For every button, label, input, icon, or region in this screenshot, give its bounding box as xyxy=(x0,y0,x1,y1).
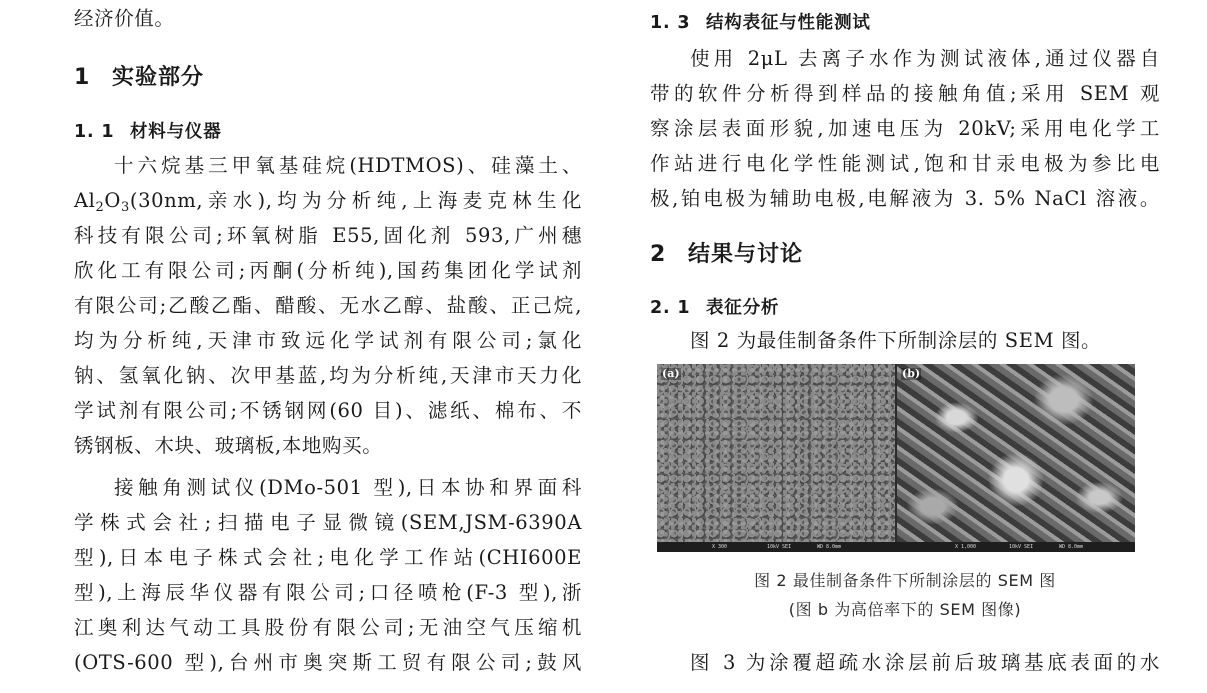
paragraph-line: 有限公司;乙酸乙酯、醋酸、无水乙醇、盐酸、正己烷, xyxy=(74,294,582,317)
section-number: 1. 1 xyxy=(74,122,115,142)
figure-caption: 图 2 最佳制备条件下所制涂层的 SEM 图 xyxy=(754,571,1056,590)
section-title: 材料与仪器 xyxy=(130,122,222,142)
section-number: 1 xyxy=(74,65,91,90)
section-heading-2 xyxy=(650,240,803,270)
section-heading-1 xyxy=(74,63,204,93)
paragraph-line: 察涂层表面形貌,加速电压为 20kV;采用电化学工 xyxy=(650,117,1160,140)
panel-label-a: (a) xyxy=(662,367,680,380)
paragraph-line: 作站进行电化学性能测试,饱和甘汞电极为参比电 xyxy=(650,152,1160,175)
paragraph-line: 使用 2μL 去离子水作为测试液体,通过仪器自 xyxy=(690,47,1160,70)
paragraph-line: 十六烷基三甲氧基硅烷(HDTMOS)、硅藻土、 xyxy=(114,154,582,177)
paragraph-line: (OTS-600 型),台州市奥突斯工贸有限公司;鼓风 xyxy=(74,651,582,674)
section-title: 实验部分 xyxy=(112,65,205,90)
paragraph-line: $Al_2O_3(30nm$,亲水),均为分析纯,上海麦克林生化 xyxy=(74,189,582,215)
section-heading-2-1 xyxy=(650,295,779,321)
paragraph-line: 学株式会社;扫描电子显微镜(SEM,JSM-6390A xyxy=(74,511,582,534)
paragraph-line: 江奥利达气动工具股份有限公司;无油空气压缩机 xyxy=(74,616,582,639)
section-number: 2 xyxy=(650,242,667,267)
chemical-formula: $Al_2O_3$ xyxy=(74,189,130,215)
paragraph-line: 锈钢板、木块、玻璃板,本地购买。 xyxy=(74,434,383,457)
paragraph-line: 图 2 为最佳制备条件下所制涂层的 SEM 图。 xyxy=(690,329,1102,352)
section-number: 2. 1 xyxy=(650,298,691,318)
paragraph-line: 极,铂电极为辅助电极,电解液为 3. 5% NaCl 溶液。 xyxy=(650,187,1160,210)
section-title: 结构表征与性能测试 xyxy=(706,13,871,33)
section-title: 结果与讨论 xyxy=(688,242,804,267)
paragraph-line: 均为分析纯,天津市致远化学试剂有限公司;氯化 xyxy=(74,329,582,352)
figure-caption-note: (图 b 为高倍率下的 SEM 图像) xyxy=(788,600,1022,619)
sem-data-bar: X 300 10kV SEI WD 8.0mm X 1,000 10kV SEI WD 8.0mm xyxy=(657,542,1135,552)
paragraph-line: 钠、氢氧化钠、次甲基蓝,均为分析纯,天津市天力化 xyxy=(74,364,582,387)
paragraph-line: 图 3 为涂覆超疏水涂层前后玻璃基底表面的水 xyxy=(690,651,1160,674)
sem-image-a xyxy=(657,364,895,542)
paragraph-line: 经济价值。 xyxy=(74,7,175,30)
paragraph-line: 学试剂有限公司;不锈钢网(60 目)、滤纸、棉布、不 xyxy=(74,399,582,422)
paragraph-line: 科技有限公司;环氧树脂 E55,固化剂 593,广州穗 xyxy=(74,224,582,247)
section-number: 1. 3 xyxy=(650,13,691,33)
paragraph-line: 欣化工有限公司;丙酮(分析纯),国药集团化学试剂 xyxy=(74,259,582,282)
sem-image-b xyxy=(897,364,1135,542)
paragraph-line: 接触角测试仪(DMo-501 型),日本协和界面科 xyxy=(114,476,582,499)
section-title: 表征分析 xyxy=(706,298,780,318)
panel-label-b: (b) xyxy=(902,367,921,380)
section-heading-1-3 xyxy=(650,10,871,36)
sem-figure xyxy=(657,364,1135,552)
paragraph-line: 带的软件分析得到样品的接触角值;采用 SEM 观 xyxy=(650,82,1160,105)
paragraph-line: 型),日本电子株式会社;电化学工作站(CHI600E xyxy=(74,546,582,569)
section-heading-1-1 xyxy=(74,119,222,145)
paragraph-line: 型),上海辰华仪器有限公司;口径喷枪(F-3 型),浙 xyxy=(74,581,582,604)
